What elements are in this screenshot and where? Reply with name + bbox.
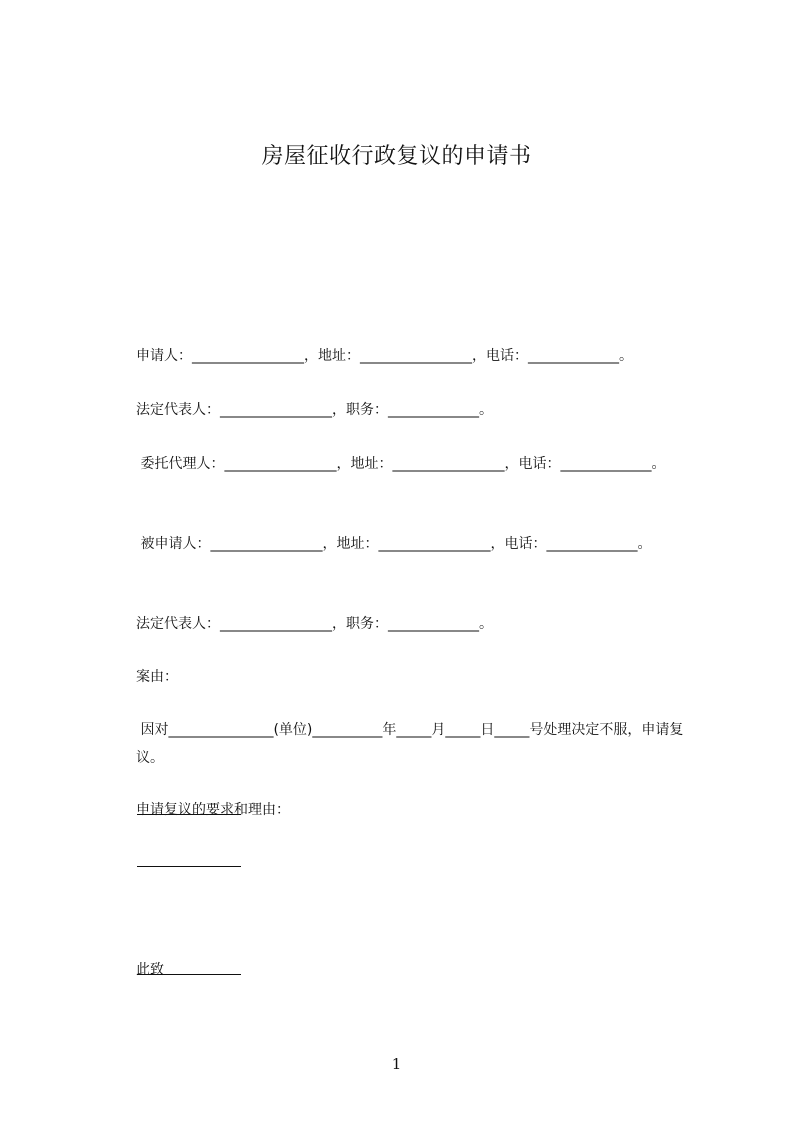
request-reasons-label: 申请复议的要求和理由：	[136, 802, 290, 818]
blank-line	[137, 866, 241, 867]
blank-line	[137, 974, 241, 975]
page-number: 1	[391, 1055, 402, 1073]
respondent-line: 被申请人：________________，地址：________________，电话：_____________。	[136, 536, 652, 552]
blank-line	[137, 814, 241, 815]
salutation: 此致	[136, 962, 164, 978]
applicant-line: 申请人：________________，地址：________________，电话：_____________。	[136, 348, 633, 364]
case-cause-label: 案由：	[136, 669, 178, 685]
agent-line: 委托代理人：________________，地址：________________，电话：_____________。	[136, 456, 666, 472]
respondent-legal-representative-line: 法定代表人：________________，职务：_____________。	[136, 616, 493, 632]
case-cause-text: 因对_______________(单位)__________年_____月_____日_____号处理决定不服，申请复议。	[136, 722, 684, 766]
document-title: 房屋征收行政复议的申请书	[261, 144, 532, 169]
legal-representative-line: 法定代表人：________________，职务：_____________。	[136, 402, 493, 418]
